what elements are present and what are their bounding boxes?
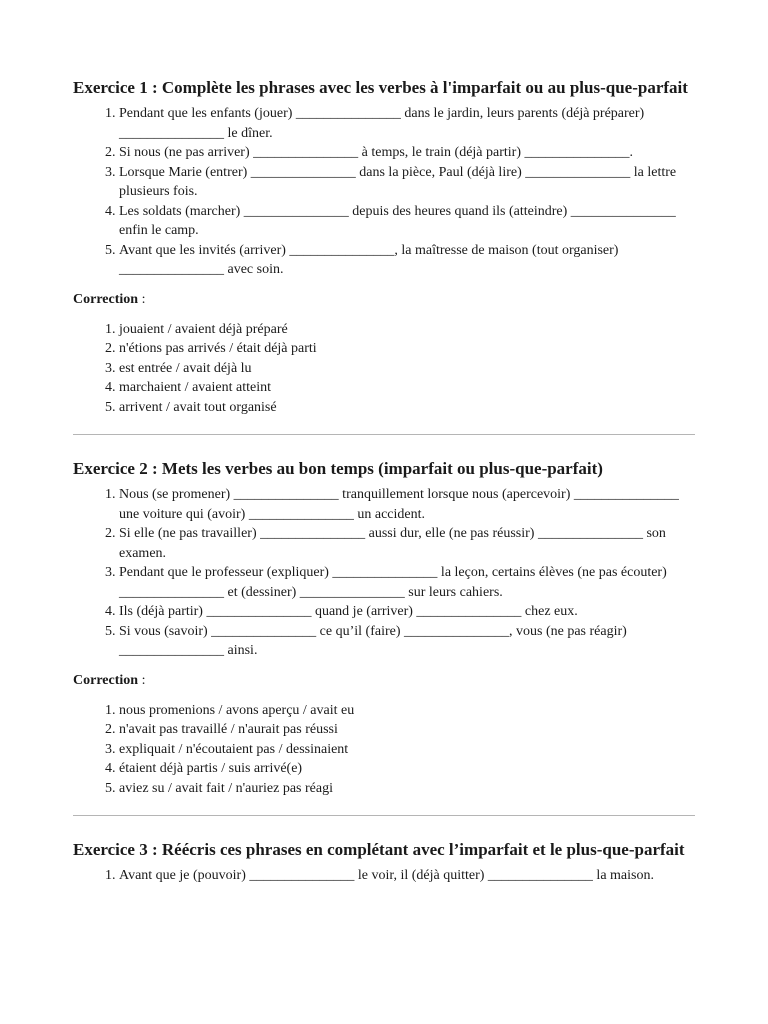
correction-heading [73,290,695,309]
exercise-3 [73,840,695,886]
section-divider [73,434,695,435]
correction-item: 4. étaient déjà partis / suis arrivé(e) [119,759,695,779]
correction-label: Correction [73,291,139,307]
exercise-3-list [73,866,695,886]
correction-item: 4. marchaient / avaient atteint [119,378,695,398]
exercise-2-corrections [73,701,695,799]
correction-item: 2. n'étions pas arrivés / était déjà parti [119,339,695,359]
section-divider [73,815,695,816]
list-item: 2. Si nous (ne pas arriver) _______________ à temps, le train (déjà partir) _______________. [119,143,695,163]
correction-item: 5. arrivent / avait tout organisé [119,398,695,418]
exercise-1-title: Exercice 1 : Complète les phrases avec les verbes à l'imparfait ou au plus-que-parfait [73,78,688,97]
exercise-2-title: Exercice 2 : Mets les verbes au bon temps (imparfait ou plus-que-parfait) [73,459,603,478]
correction-colon: : [138,291,146,307]
list-item: 5. Si vous (savoir) _______________ ce qu’il (faire) _______________, vous (ne pas réagir) _______________ ainsi. [119,622,695,661]
correction-colon: : [138,672,146,688]
correction-heading [73,671,695,690]
exercise-2-list [73,485,695,661]
list-item: 1. Avant que je (pouvoir) _______________ le voir, il (déjà quitter) _______________ la maison. [119,866,695,886]
list-item: 3. Pendant que le professeur (expliquer) _______________ la leçon, certains élèves (ne pas écouter) _______________ et (dessiner) _______________ sur leurs cahiers. [119,563,695,602]
correction-item: 2. n'avait pas travaillé / n'aurait pas réussi [119,720,695,740]
list-item: 2. Si elle (ne pas travailler) _______________ aussi dur, elle (ne pas réussir) _______________ son examen. [119,524,695,563]
correction-label: Correction [73,672,139,688]
list-item: 1. Nous (se promener) _______________ tranquillement lorsque nous (apercevoir) _______________ une voiture qui (avoir) _______________ un accident. [119,485,695,524]
correction-item: 1. nous promenions / avons aperçu / avait eu [119,701,695,721]
list-item: 1. Pendant que les enfants (jouer) _______________ dans le jardin, leurs parents (déjà préparer) _______________ le dîner. [119,104,695,143]
list-item: 5. Avant que les invités (arriver) _______________, la maîtresse de maison (tout organiser) _______________ avec soin. [119,241,695,280]
list-item: 4. Les soldats (marcher) _______________ depuis des heures quand ils (atteindre) _______________ enfin le camp. [119,202,695,241]
exercise-3-title: Exercice 3 : Réécris ces phrases en complétant avec l’imparfait et le plus-que-parfait [73,840,685,859]
exercise-1-corrections [73,320,695,418]
correction-item: 3. est entrée / avait déjà lu [119,359,695,379]
correction-item: 3. expliquait / n'écoutaient pas / dessinaient [119,740,695,760]
list-item: 3. Lorsque Marie (entrer) _______________ dans la pièce, Paul (déjà lire) _______________ la lettre plusieurs fois. [119,163,695,202]
correction-item: 1. jouaient / avaient déjà préparé [119,320,695,340]
exercise-1 [73,78,695,417]
exercise-1-list [73,104,695,280]
correction-item: 5. aviez su / avait fait / n'auriez pas réagi [119,779,695,799]
exercise-2 [73,459,695,798]
list-item: 4. Ils (déjà partir) _______________ quand je (arriver) _______________ chez eux. [119,602,695,622]
